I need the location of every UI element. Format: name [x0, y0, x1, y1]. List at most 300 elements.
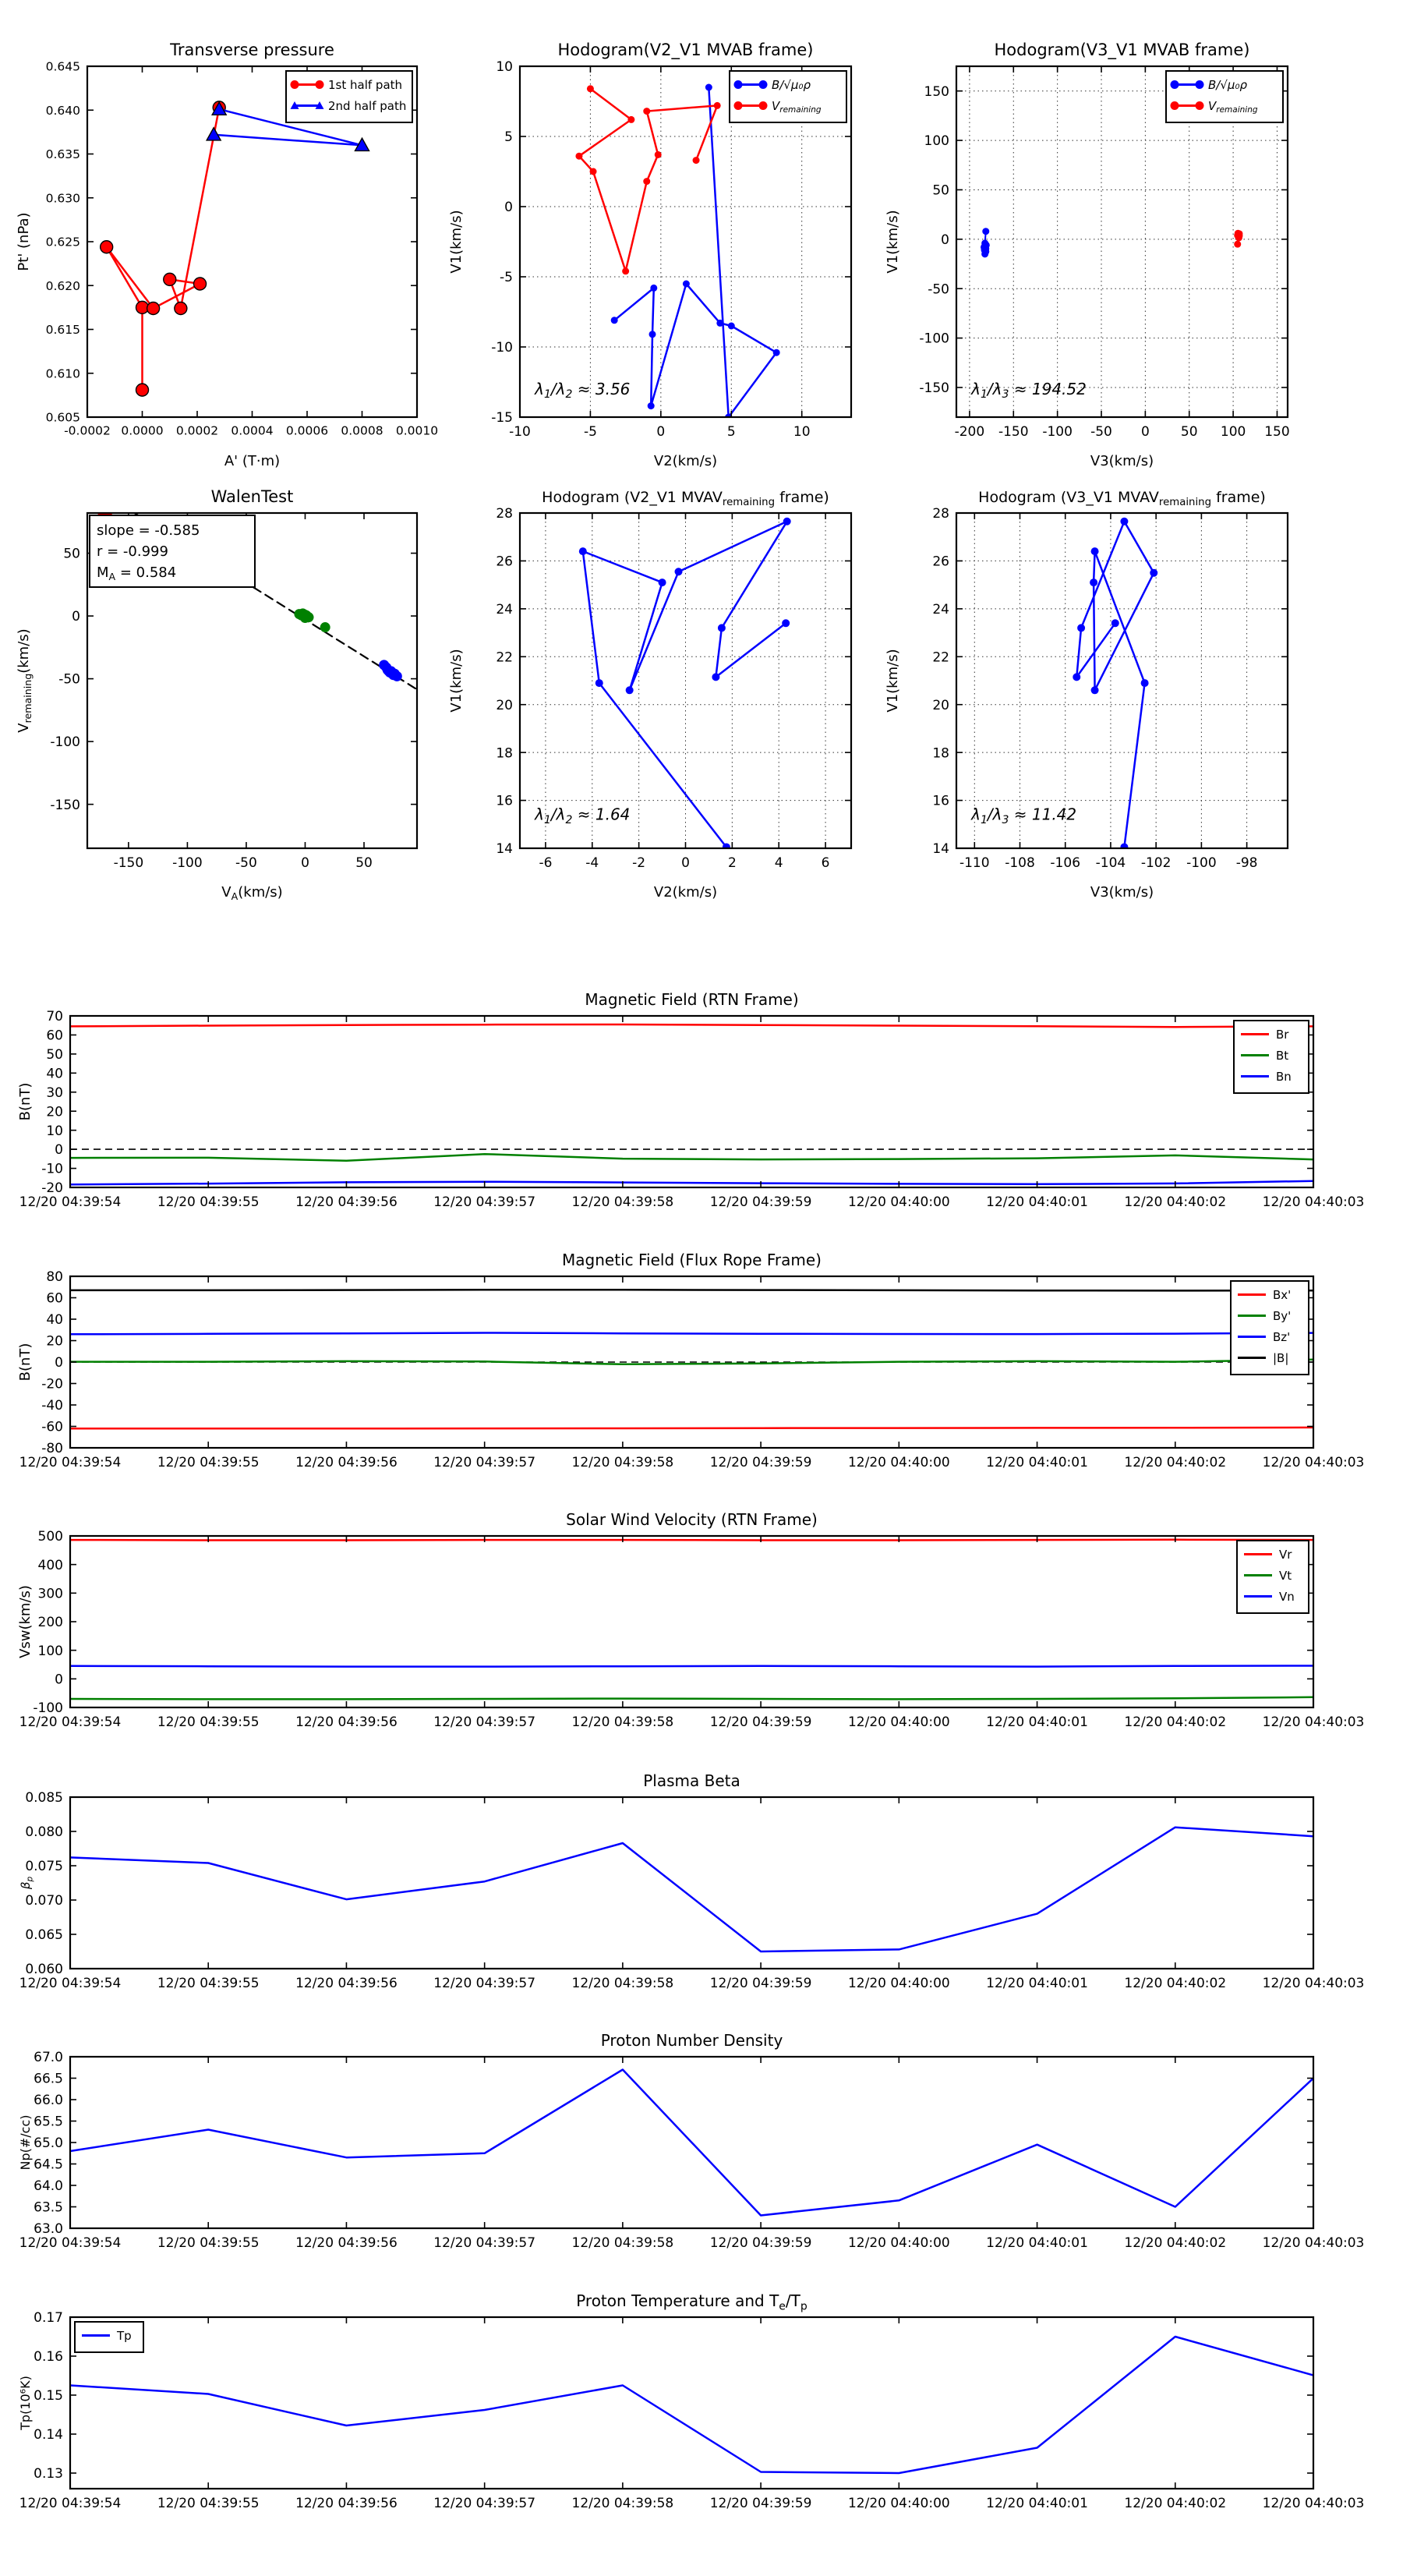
y-tick-label: 70	[46, 1009, 63, 1025]
y-tick-label: -40	[41, 1398, 63, 1414]
x-tick-label: 12/20 04:39:59	[709, 1194, 812, 1210]
x-tick-label: -0.0002	[64, 423, 111, 438]
x-tick-label: 12/20 04:39:55	[157, 2235, 260, 2251]
y-tick-label: 28	[496, 506, 513, 522]
chart-hodogram-v3v1-mvab	[871, 16, 1338, 483]
y-tick-label: 20	[46, 1333, 63, 1350]
y-tick-label: 22	[932, 649, 949, 666]
data-point-marker	[392, 671, 402, 681]
y-tick-label: 20	[46, 1104, 63, 1120]
x-tick-label: 12/20 04:40:03	[1262, 1714, 1365, 1730]
y-tick-label: -80	[41, 1441, 63, 1457]
data-point-marker	[1150, 569, 1157, 577]
x-tick-label: -5	[583, 424, 597, 440]
x-tick-label: 12/20 04:40:02	[1124, 1976, 1227, 1991]
y-axis-label: Pt' (nPa)	[16, 212, 32, 271]
data-point-marker	[659, 579, 666, 586]
data-point-marker	[728, 323, 735, 330]
y-axis-label: V1(km/s)	[448, 649, 465, 713]
y-tick-label: 80	[46, 1269, 63, 1286]
data-point-marker	[1073, 673, 1080, 681]
y-tick-label: 0	[504, 200, 513, 216]
x-tick-label: -50	[1090, 424, 1112, 440]
data-point-marker	[649, 331, 656, 338]
x-tick-label: -100	[172, 855, 203, 871]
x-tick-label: -200	[954, 424, 985, 440]
data-point-marker	[716, 320, 723, 327]
y-tick-label: 66.5	[34, 2071, 63, 2087]
x-tick-label: 12/20 04:40:00	[847, 2496, 950, 2511]
data-point-marker	[1120, 843, 1128, 851]
data-point-marker	[1196, 101, 1204, 110]
data-point-marker	[705, 84, 712, 91]
y-tick-label: 0.13	[34, 2466, 63, 2482]
x-tick-label: 12/20 04:39:56	[295, 2496, 398, 2511]
annotation: $\lambda_1/\lambda_2 \approx 3.56$	[535, 379, 631, 402]
y-axis-label: B(nT)	[17, 1082, 34, 1121]
x-tick-label: 12/20 04:40:00	[847, 1455, 950, 1470]
chart-title: WalenTest	[210, 487, 294, 506]
data-point-marker	[291, 80, 299, 89]
x-tick-label: -108	[1005, 855, 1035, 871]
y-tick-label: 60	[46, 1290, 63, 1307]
x-tick-label: 12/20 04:40:00	[847, 1976, 950, 1991]
data-point-marker	[1091, 547, 1099, 555]
data-point-marker	[718, 624, 726, 632]
y-tick-label: 0.085	[25, 1790, 63, 1806]
y-tick-label: 24	[932, 601, 949, 617]
data-point-marker	[648, 402, 655, 409]
chart-title: Hodogram (V2_V1 $MVAV_{remaining}$ frame)	[542, 489, 829, 509]
y-tick-label: 200	[37, 1615, 63, 1631]
chart-proton-temperature	[0, 2280, 1403, 2573]
magnetic-field-flux-rope-svg	[0, 1239, 1403, 1496]
y-tick-label: 66.0	[34, 2093, 63, 2109]
y-tick-label: 63.0	[34, 2221, 63, 2238]
y-tick-label: 28	[932, 506, 949, 522]
data-point-marker	[643, 108, 650, 115]
x-tick-label: 0	[681, 855, 690, 871]
x-tick-label: 12/20 04:40:01	[986, 1455, 1088, 1470]
walen-test-svg	[0, 464, 468, 947]
data-point-marker	[782, 619, 790, 627]
x-tick-label: 12/20 04:39:56	[295, 1194, 398, 1210]
y-tick-label: 18	[932, 745, 949, 762]
y-tick-label: 0.610	[45, 366, 80, 381]
x-axis-label: V3(km/s)	[1090, 884, 1154, 901]
chart-hodogram-v2v1-mvav	[434, 464, 902, 947]
y-tick-label: 0	[941, 232, 949, 248]
x-tick-label: 12/20 04:39:56	[295, 1976, 398, 1991]
y-axis-label: Vsw(km/s)	[17, 1585, 34, 1658]
data-point-marker	[164, 273, 176, 285]
data-point-marker	[759, 101, 768, 110]
y-tick-label: 0.14	[34, 2427, 63, 2443]
x-tick-label: 12/20 04:39:57	[433, 2496, 536, 2511]
legend-label: Br	[1276, 1027, 1289, 1042]
data-point-marker	[1090, 579, 1097, 586]
y-tick-label: 500	[37, 1529, 63, 1545]
x-tick-label: 12/20 04:39:56	[295, 1455, 398, 1470]
x-tick-label: 12/20 04:40:01	[986, 1714, 1088, 1730]
y-tick-label: 5	[504, 129, 513, 146]
data-point-marker	[783, 518, 791, 525]
x-tick-label: -106	[1050, 855, 1081, 871]
x-tick-label: -102	[1140, 855, 1172, 871]
y-tick-label: 0.640	[45, 103, 80, 118]
y-tick-label: -100	[50, 734, 80, 751]
y-tick-label: 0.635	[45, 147, 80, 162]
x-tick-label: 12/20 04:39:54	[19, 1714, 122, 1730]
y-tick-label: 0.16	[34, 2349, 63, 2365]
x-tick-label: 12/20 04:40:03	[1262, 1976, 1365, 1991]
legend-label: Bx'	[1273, 1287, 1292, 1302]
data-point-marker	[734, 101, 743, 110]
y-tick-label: 0.070	[25, 1893, 63, 1909]
data-point-marker	[316, 80, 324, 89]
x-tick-label: 12/20 04:39:56	[295, 2235, 398, 2251]
x-tick-label: 12/20 04:40:03	[1262, 1194, 1365, 1210]
data-point-marker	[627, 116, 634, 123]
y-tick-label: 0	[72, 609, 80, 625]
data-point-marker	[320, 622, 330, 632]
data-point-marker	[304, 612, 314, 622]
x-tick-label: 12/20 04:39:57	[433, 1976, 536, 1991]
y-tick-label: 0	[55, 1672, 63, 1688]
y-tick-label: 65.5	[34, 2114, 63, 2130]
y-tick-label: 0.620	[45, 278, 80, 293]
chart-title: Magnetic Field (RTN Frame)	[585, 990, 799, 1009]
y-tick-label: -15	[491, 410, 513, 426]
x-tick-label: 2	[727, 855, 737, 871]
x-tick-label: 12/20 04:39:57	[433, 1194, 536, 1210]
legend-label: By'	[1273, 1308, 1292, 1323]
legend-label: Bz'	[1273, 1329, 1291, 1344]
y-tick-label: 24	[496, 601, 513, 617]
y-tick-label: -150	[919, 380, 949, 397]
data-point-marker	[1235, 232, 1242, 239]
data-point-marker	[714, 102, 721, 109]
x-tick-label: -98	[1235, 855, 1258, 871]
x-tick-label: 12/20 04:39:56	[295, 1714, 398, 1730]
x-tick-label: 12/20 04:39:58	[571, 1976, 674, 1991]
y-tick-label: 64.0	[34, 2178, 63, 2195]
hodogram-v2v1-mvab-svg	[434, 16, 902, 483]
x-tick-label: 5	[726, 424, 736, 440]
y-tick-label: 40	[46, 1312, 63, 1329]
data-point-marker	[1196, 80, 1204, 89]
y-tick-label: 14	[496, 841, 513, 858]
y-tick-label: 0.625	[45, 235, 80, 249]
y-axis-label: B(nT)	[17, 1343, 34, 1382]
data-point-marker	[734, 80, 743, 89]
legend-label: $V_{remaining}$	[772, 98, 822, 115]
y-tick-label: 150	[924, 83, 949, 100]
x-tick-label: 50	[355, 855, 373, 871]
data-point-marker	[981, 245, 988, 252]
legend-label: Bn	[1276, 1069, 1292, 1084]
y-tick-label: 16	[496, 793, 513, 809]
y-tick-label: -20	[41, 1376, 63, 1392]
chart-magnetic-field-rtn	[0, 978, 1403, 1236]
x-tick-label: 12/20 04:40:03	[1262, 2235, 1365, 2251]
chart-title: Solar Wind Velocity (RTN Frame)	[566, 1510, 818, 1529]
data-point-marker	[683, 281, 690, 288]
x-tick-label: 150	[1264, 424, 1290, 440]
chart-title: Plasma Beta	[643, 1771, 740, 1790]
y-tick-label: 0.065	[25, 1927, 63, 1944]
series-line-Vn	[70, 1666, 1313, 1667]
chart-solar-wind-velocity	[0, 1499, 1403, 1756]
legend-label: Bt	[1276, 1048, 1289, 1063]
y-tick-label: 0.060	[25, 1962, 63, 1978]
hodogram-v2v1-mvav-svg	[434, 464, 902, 947]
legend-label: B/√μ₀ρ	[772, 77, 811, 92]
chart-hodogram-v2v1-mvab	[434, 16, 902, 483]
y-tick-label: 50	[46, 1047, 63, 1063]
x-tick-label: 12/20 04:40:03	[1262, 1455, 1365, 1470]
data-point-marker	[675, 568, 683, 575]
data-point-marker	[1120, 518, 1128, 525]
x-tick-label: 12/20 04:40:02	[1124, 1194, 1227, 1210]
y-tick-label: 18	[496, 745, 513, 762]
y-tick-label: 0	[55, 1355, 63, 1371]
chart-title: Hodogram(V2_V1 MVAB frame)	[557, 41, 814, 59]
y-tick-label: 400	[37, 1557, 63, 1573]
x-tick-label: 12/20 04:39:57	[433, 1455, 536, 1470]
data-point-marker	[101, 241, 113, 253]
y-tick-label: -20	[41, 1180, 63, 1197]
x-tick-label: 0.0002	[175, 423, 219, 438]
y-tick-label: -5	[500, 270, 513, 286]
y-axis-label: V1(km/s)	[885, 210, 901, 274]
x-tick-label: 12/20 04:39:59	[709, 2496, 812, 2511]
y-tick-label: 0.075	[25, 1859, 63, 1875]
y-tick-label: 14	[932, 841, 949, 858]
x-tick-label: 12/20 04:39:55	[157, 1194, 260, 1210]
legend-label: Vt	[1279, 1568, 1292, 1583]
x-axis-label: A' (T·m)	[224, 453, 281, 469]
y-tick-label: 22	[496, 649, 513, 666]
y-tick-label: 16	[932, 793, 949, 809]
y-tick-label: 40	[46, 1066, 63, 1082]
x-tick-label: 12/20 04:40:00	[847, 1194, 950, 1210]
legend-label: 1st half path	[328, 77, 403, 92]
legend-label: Tp	[117, 2328, 132, 2343]
solar-wind-velocity-svg	[0, 1499, 1403, 1756]
data-point-marker	[579, 547, 587, 555]
y-tick-label: 50	[932, 182, 949, 199]
data-point-marker	[1077, 624, 1085, 632]
data-point-marker	[723, 843, 730, 851]
x-tick-label: 12/20 04:39:59	[709, 1976, 812, 1991]
x-tick-label: 0.0008	[341, 423, 383, 438]
legend-label: |B|	[1273, 1350, 1289, 1365]
x-tick-label: 0.0000	[121, 423, 164, 438]
x-tick-label: 0	[1140, 424, 1150, 440]
legend-label: B/√μ₀ρ	[1208, 77, 1247, 92]
x-tick-label: 0.0010	[395, 423, 439, 438]
x-tick-label: -110	[959, 855, 990, 871]
x-tick-label: 12/20 04:39:58	[571, 1714, 674, 1730]
x-tick-label: -10	[509, 424, 531, 440]
x-tick-label: 12/20 04:39:55	[157, 1976, 260, 1991]
transverse-pressure-svg	[0, 16, 468, 483]
y-tick-label: -100	[33, 1700, 63, 1717]
y-tick-label: 26	[932, 554, 949, 570]
y-tick-label: 0.605	[45, 410, 80, 425]
data-point-marker	[1141, 679, 1149, 687]
y-tick-label: 0.080	[25, 1824, 63, 1841]
y-tick-label: 300	[37, 1586, 63, 1602]
statbox-line: $M_A = 0.584$	[97, 564, 177, 582]
x-tick-label: 12/20 04:39:58	[571, 2496, 674, 2511]
x-tick-label: 12/20 04:39:54	[19, 1976, 122, 1991]
y-tick-label: -100	[919, 331, 949, 347]
chart-plasma-beta	[0, 1760, 1403, 2017]
chart-hodogram-v3v1-mvav	[871, 464, 1338, 947]
x-tick-label: -100	[1186, 855, 1217, 871]
x-tick-label: 0	[656, 424, 666, 440]
y-axis-label: Np(#/cc)	[18, 2114, 33, 2171]
x-tick-label: 4	[774, 855, 783, 871]
y-tick-label: 50	[63, 546, 80, 562]
x-tick-label: 100	[1220, 424, 1246, 440]
chart-title: Transverse pressure	[170, 41, 334, 59]
x-tick-label: -2	[632, 855, 646, 871]
x-tick-label: 12/20 04:40:01	[986, 1976, 1088, 1991]
y-tick-label: 67.0	[34, 2050, 63, 2066]
chart-title: Magnetic Field (Flux Rope Frame)	[562, 1251, 822, 1269]
y-tick-label: -60	[41, 1419, 63, 1435]
chart-title: Hodogram (V3_V1 $MVAV_{remaining}$ frame)	[978, 489, 1266, 509]
y-axis-label: Tp(10⁶K)	[18, 2376, 33, 2430]
y-tick-label: -150	[50, 797, 80, 813]
x-axis-label: $V_A(km/s)$	[221, 884, 283, 902]
y-tick-label: 20	[932, 697, 949, 713]
x-tick-label: 12/20 04:39:57	[433, 2235, 536, 2251]
data-point-marker	[175, 303, 187, 315]
annotation: $\lambda_1/\lambda_2 \approx 1.64$	[535, 805, 631, 826]
y-axis-label: $V_{remaining}(km/s)$	[16, 628, 34, 733]
chart-title: Proton Number Density	[600, 2031, 783, 2050]
legend-label: 2nd half path	[328, 98, 407, 113]
legend-label: $V_{remaining}$	[1208, 98, 1258, 115]
data-point-marker	[712, 673, 719, 681]
x-tick-label: 12/20 04:39:59	[709, 1455, 812, 1470]
data-point-marker	[643, 178, 650, 185]
legend-label: Vr	[1279, 1547, 1292, 1562]
y-tick-label: 0.615	[45, 323, 80, 338]
x-tick-label: 12/20 04:39:58	[571, 2235, 674, 2251]
x-tick-label: -104	[1095, 855, 1126, 871]
x-tick-label: 12/20 04:39:54	[19, 2235, 122, 2251]
data-point-marker	[136, 384, 149, 396]
x-tick-label: 10	[793, 424, 811, 440]
x-tick-label: 12/20 04:40:03	[1262, 2496, 1365, 2511]
proton-temperature-svg	[0, 2280, 1403, 2573]
data-point-marker	[147, 303, 160, 315]
y-tick-label: 0.645	[45, 59, 80, 74]
data-point-marker	[626, 686, 634, 694]
data-point-marker	[1111, 619, 1119, 627]
legend-label: Vn	[1279, 1589, 1295, 1604]
x-tick-label: -150	[113, 855, 144, 871]
y-tick-label: 63.5	[34, 2199, 63, 2216]
x-tick-label: 50	[1180, 424, 1198, 440]
y-tick-label: 10	[46, 1123, 63, 1139]
x-tick-label: 12/20 04:40:00	[847, 1714, 950, 1730]
plasma-beta-svg	[0, 1760, 1403, 2017]
x-tick-label: 12/20 04:40:02	[1124, 1455, 1227, 1470]
series-line-Bz'	[70, 1333, 1313, 1335]
chart-title: Hodogram(V3_V1 MVAB frame)	[994, 41, 1250, 59]
x-axis-label: V2(km/s)	[653, 884, 718, 901]
series-line-Vr	[70, 1540, 1313, 1541]
x-tick-label: 0.0004	[231, 423, 274, 438]
statbox-line: r = -0.999	[97, 543, 168, 560]
y-tick-label: 60	[46, 1028, 63, 1044]
y-tick-label: 30	[46, 1085, 63, 1101]
data-point-marker	[194, 278, 207, 290]
x-tick-label: 12/20 04:40:01	[986, 2496, 1088, 2511]
x-tick-label: 6	[821, 855, 830, 871]
data-point-marker	[1171, 101, 1179, 110]
y-tick-label: 100	[37, 1643, 63, 1659]
y-tick-label: 10	[496, 59, 513, 76]
chart-magnetic-field-flux-rope	[0, 1239, 1403, 1496]
x-tick-label: 12/20 04:39:59	[709, 1714, 812, 1730]
y-tick-label: 65.0	[34, 2135, 63, 2152]
x-tick-label: 12/20 04:40:01	[986, 1194, 1088, 1210]
hodogram-v3v1-mvav-svg	[871, 464, 1338, 947]
y-tick-label: 0.15	[34, 2388, 63, 2404]
proton-number-density-svg	[0, 2019, 1403, 2277]
x-tick-label: 12/20 04:40:02	[1124, 2496, 1227, 2511]
data-point-marker	[587, 85, 594, 92]
x-tick-label: 12/20 04:39:59	[709, 2235, 812, 2251]
data-point-marker	[622, 267, 629, 274]
x-tick-label: 12/20 04:40:02	[1124, 2235, 1227, 2251]
data-point-marker	[773, 349, 780, 356]
data-point-marker	[590, 168, 597, 175]
y-tick-label: -10	[491, 340, 513, 356]
x-tick-label: 12/20 04:39:54	[19, 1455, 122, 1470]
y-tick-label: 100	[924, 133, 949, 150]
data-point-marker	[595, 679, 603, 687]
x-tick-label: 12/20 04:40:01	[986, 2235, 1088, 2251]
data-point-marker	[611, 317, 618, 324]
x-tick-label: 12/20 04:39:55	[157, 1455, 260, 1470]
y-tick-label: 0.17	[34, 2310, 63, 2327]
x-tick-label: 12/20 04:39:57	[433, 1714, 536, 1730]
data-point-marker	[650, 285, 657, 292]
x-tick-label: 12/20 04:39:54	[19, 2496, 122, 2511]
x-tick-label: 0.0006	[285, 423, 329, 438]
data-point-marker	[575, 153, 582, 160]
x-tick-label: 0	[301, 855, 309, 871]
x-tick-label: -50	[235, 855, 257, 871]
annotation: $\lambda_1/\lambda_3 \approx 194.52$	[971, 379, 1087, 402]
chart-walen-test	[0, 464, 468, 947]
data-point-marker	[982, 228, 989, 235]
y-tick-label: 26	[496, 554, 513, 570]
y-tick-label: -50	[58, 671, 80, 688]
y-axis-label: V1(km/s)	[885, 649, 901, 713]
chart-proton-number-density	[0, 2019, 1403, 2277]
chart-transverse-pressure	[0, 16, 468, 483]
x-tick-label: -6	[539, 855, 553, 871]
